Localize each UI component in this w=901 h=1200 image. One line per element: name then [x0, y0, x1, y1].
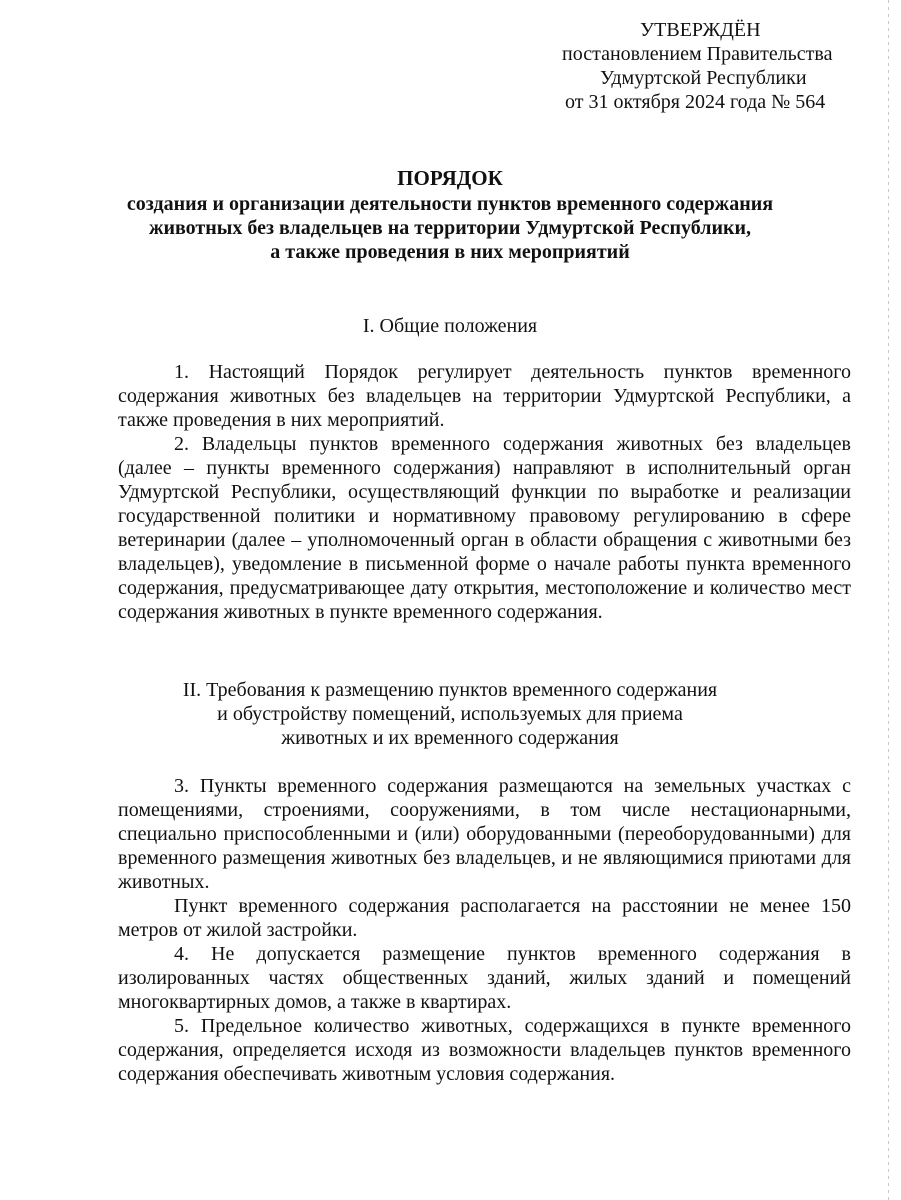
section-heading-line: II. Требования к размещению пунктов временного содержания: [182, 679, 718, 701]
section-heading-2: [60, 678, 840, 750]
approval-heading: УТВЕРЖДЁН: [640, 19, 761, 41]
paragraph-2: 2. Владельцы пунктов временного содержания животных без владельцев (далее – пункты временного содержания) направляют в исполнительный орган Удмуртской Республики, осуществляющий функции по выработке и реализации государственной политики и нормативному правовому регулированию в сфере ветеринарии (далее – уполномоченный орган в области обращения с животными без владельцев), уведомление в письменной форме о начале работы пункта временного содержания, предусматривающее дату открытия, местоположение и количество мест содержания животных в пункте временного содержания.: [118, 433, 851, 623]
section-heading-1: [60, 314, 840, 338]
title-line: а также проведения в них мероприятий: [270, 241, 630, 263]
paragraph-5: 5. Предельное количество животных, содержащихся в пункте временного содержания, определяется исходя из возможности владельцев пунктов временного содержания обеспечивать животным условия содержания.: [118, 1015, 851, 1085]
title-main: ПОРЯДОК: [397, 166, 503, 190]
paragraph-1: 1. Настоящий Порядок регулирует деятельность пунктов временного содержания животных без владельцев на территории Удмуртской Республики, а также проведения в них мероприятий.: [118, 361, 851, 431]
approval-line: Удмуртской Республики: [600, 67, 807, 89]
section-heading-line: I. Общие положения: [362, 315, 538, 337]
section-heading-line: животных и их временного содержания: [281, 727, 619, 749]
page-edge-mark: [888, 0, 889, 1200]
paragraph-3-continuation: Пункт временного содержания располагается на расстоянии не менее 150 метров от жилой застройки.: [118, 895, 851, 941]
document-title: [60, 166, 840, 264]
section-heading-line: и обустройству помещений, используемых для приема: [217, 703, 683, 725]
title-line: животных без владельцев на территории Удмуртской Республики,: [148, 217, 752, 239]
paragraph-4: 4. Не допускается размещение пунктов временного содержания в изолированных частях общественных зданий, жилых зданий и помещений многоквартирных домов, а также в квартирах.: [118, 943, 851, 1013]
title-line: создания и организации деятельности пунктов временного содержания: [126, 193, 774, 215]
paragraph-3: 3. Пункты временного содержания размещаются на земельных участках с помещениями, строениями, сооружениями, в том числе нестационарными, специально приспособленными и (или) оборудованными (переоборудованными) для временного размещения животных без владельцев, и не являющимися приютами для животных.: [118, 775, 851, 893]
approval-stamp: [520, 18, 890, 114]
approval-date: от 31 октября 2024 года № 564: [565, 91, 826, 113]
approval-line: постановлением Правительства: [562, 43, 833, 65]
